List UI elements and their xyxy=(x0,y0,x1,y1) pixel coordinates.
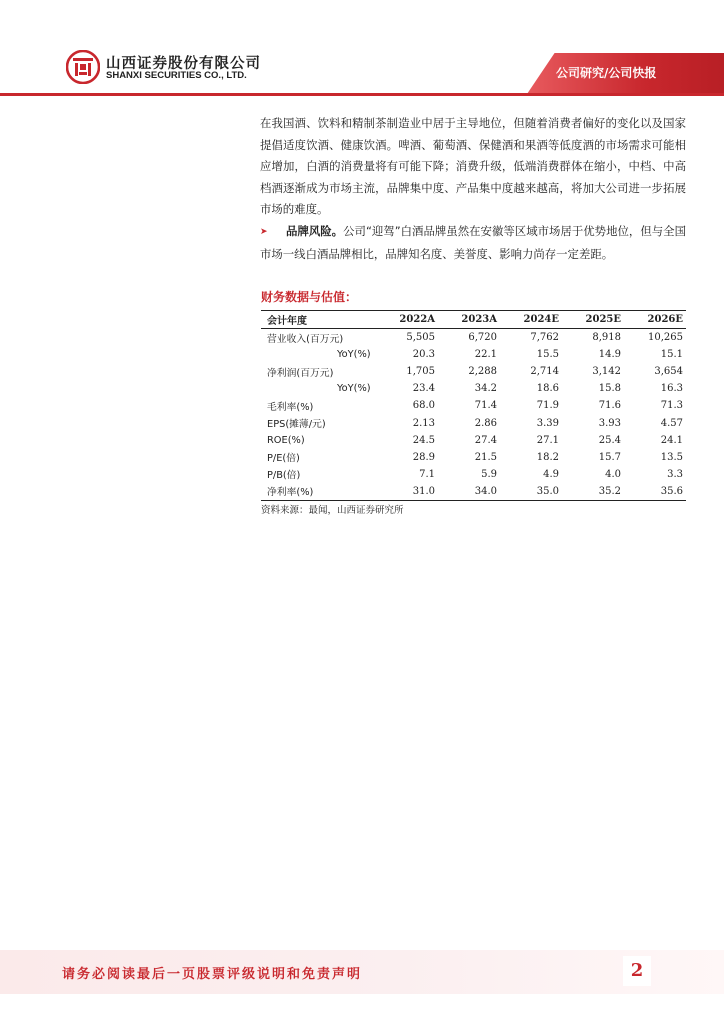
table-cell: 2.13 xyxy=(412,417,435,429)
footer-disclaimer: 请务必阅读最后一页股票评级说明和免责声明 xyxy=(62,967,363,982)
table-row xyxy=(261,483,686,501)
table-cell: 4.57 xyxy=(660,417,683,429)
table-row xyxy=(261,414,686,431)
table-header-cell: 2025E xyxy=(562,311,624,329)
row-label: ROE(%) xyxy=(267,434,305,446)
table-cell: 27.4 xyxy=(474,434,497,446)
company-name-cn: 山西证券股份有限公司 xyxy=(106,56,261,72)
table-cell: 15.7 xyxy=(598,451,621,463)
report-type-label: 公司研究/公司快报 xyxy=(556,66,657,80)
table-cell: 15.5 xyxy=(536,349,559,361)
table-cell: 71.4 xyxy=(474,400,497,412)
table-cell: 3,654 xyxy=(654,366,683,378)
table-cell: 1,705 xyxy=(406,366,435,378)
table-row xyxy=(261,397,686,414)
table-source-note: 资料来源：最闻，山西证券研究所 xyxy=(261,505,404,516)
table-cell: 16.3 xyxy=(660,383,683,395)
table-header-cell: 2026E xyxy=(624,311,686,329)
table-row xyxy=(261,380,686,397)
table-cell: 15.1 xyxy=(660,349,683,361)
section-title-financials: 财务数据与估值： xyxy=(261,290,358,304)
table-cell: 5.9 xyxy=(481,468,497,480)
company-logo-icon xyxy=(66,50,100,84)
row-label: YoY(%) xyxy=(337,383,371,395)
table-cell: 35.2 xyxy=(562,483,624,501)
table-cell: 2,714 xyxy=(530,366,559,378)
table-row xyxy=(261,329,686,347)
table-cell: 27.1 xyxy=(536,434,559,446)
table-header-cell: 会计年度 xyxy=(261,311,376,329)
table-row xyxy=(261,432,686,449)
table-cell: 10,265 xyxy=(648,332,683,344)
table-cell: 35.0 xyxy=(500,483,562,501)
row-label: YoY(%) xyxy=(337,349,371,361)
header-divider xyxy=(0,93,724,96)
table-cell: 35.6 xyxy=(624,483,686,501)
table-cell: 18.2 xyxy=(536,451,559,463)
table-cell: 3.3 xyxy=(667,468,683,480)
table-cell: 24.5 xyxy=(412,434,435,446)
table-cell: 14.9 xyxy=(598,349,621,361)
table-cell: 71.3 xyxy=(660,400,683,412)
risk-body-brand: 公司“迎驾”白酒品牌虽然在安徽等区域市场居于优势地位，但与全国市场一线白酒品牌相比，品牌知名度、美誉度、影响力尚存一定差距。 xyxy=(260,224,686,261)
table-cell: 20.3 xyxy=(412,349,435,361)
table-cell: 3,142 xyxy=(592,366,621,378)
table-cell: 21.5 xyxy=(474,451,497,463)
table-cell: 2,288 xyxy=(468,366,497,378)
table-header-cell: 2024E xyxy=(500,311,562,329)
table-header-cell: 2023A xyxy=(438,311,500,329)
table-cell: 15.8 xyxy=(598,383,621,395)
table-row xyxy=(261,363,686,380)
risk-title-brand: 品牌风险。 xyxy=(286,224,344,238)
table-cell: 6,720 xyxy=(468,332,497,344)
risk-paragraph-brand xyxy=(260,221,686,265)
financial-table xyxy=(261,310,686,501)
page-number: 2 xyxy=(623,956,651,986)
table-cell: 3.39 xyxy=(536,417,559,429)
table-cell: 28.9 xyxy=(412,451,435,463)
risk-paragraph-industry: 在我国酒、饮料和精制茶制造业中居于主导地位，但随着消费者偏好的变化以及国家提倡适度饮酒、健康饮酒。啤酒、葡萄酒、保健酒和果酒等低度酒的市场需求可能相应增加，白酒的消费量将有可能下降；消费升级，低端消费群体在缩小，中档、中高档酒逐渐成为市场主流，品牌集中度、产品集中度越来越高，将加大公司进一步拓展市场的难度。 xyxy=(260,116,686,217)
table-cell: 25.4 xyxy=(598,434,621,446)
row-label: 营业收入(百万元) xyxy=(267,333,344,345)
table-header-cell: 2022A xyxy=(376,311,438,329)
table-row xyxy=(261,449,686,466)
table-cell: 7,762 xyxy=(530,332,559,344)
table-row xyxy=(261,346,686,363)
table-cell: 71.6 xyxy=(598,400,621,412)
row-label: 毛利率(%) xyxy=(267,401,314,413)
table-cell: 8,918 xyxy=(592,332,621,344)
table-cell: 71.9 xyxy=(536,400,559,412)
table-cell: 23.4 xyxy=(412,383,435,395)
table-cell: 5,505 xyxy=(406,332,435,344)
row-label: 净利率(%) xyxy=(261,483,376,501)
table-cell: 22.1 xyxy=(474,349,497,361)
table-row xyxy=(261,466,686,483)
bullet-arrow-icon: ➤ xyxy=(260,227,268,237)
table-cell: 68.0 xyxy=(412,400,435,412)
row-label: 净利润(百万元) xyxy=(267,367,334,379)
company-name-en: SHANXI SECURITIES CO., LTD. xyxy=(106,70,247,81)
table-cell: 13.5 xyxy=(660,451,683,463)
row-label: P/B(倍) xyxy=(267,470,301,482)
row-label: P/E(倍) xyxy=(267,453,300,465)
table-cell: 4.0 xyxy=(605,468,621,480)
table-cell: 7.1 xyxy=(419,468,435,480)
table-cell: 4.9 xyxy=(543,468,559,480)
row-label: EPS(摊薄/元) xyxy=(267,419,326,431)
page-header xyxy=(0,0,724,95)
table-cell: 18.6 xyxy=(536,383,559,395)
table-cell: 31.0 xyxy=(376,483,438,501)
table-cell: 34.2 xyxy=(474,383,497,395)
table-cell: 24.1 xyxy=(660,434,683,446)
table-cell: 3.93 xyxy=(598,417,621,429)
table-cell: 34.0 xyxy=(438,483,500,501)
table-cell: 2.86 xyxy=(474,417,497,429)
table-header-row xyxy=(261,311,686,329)
